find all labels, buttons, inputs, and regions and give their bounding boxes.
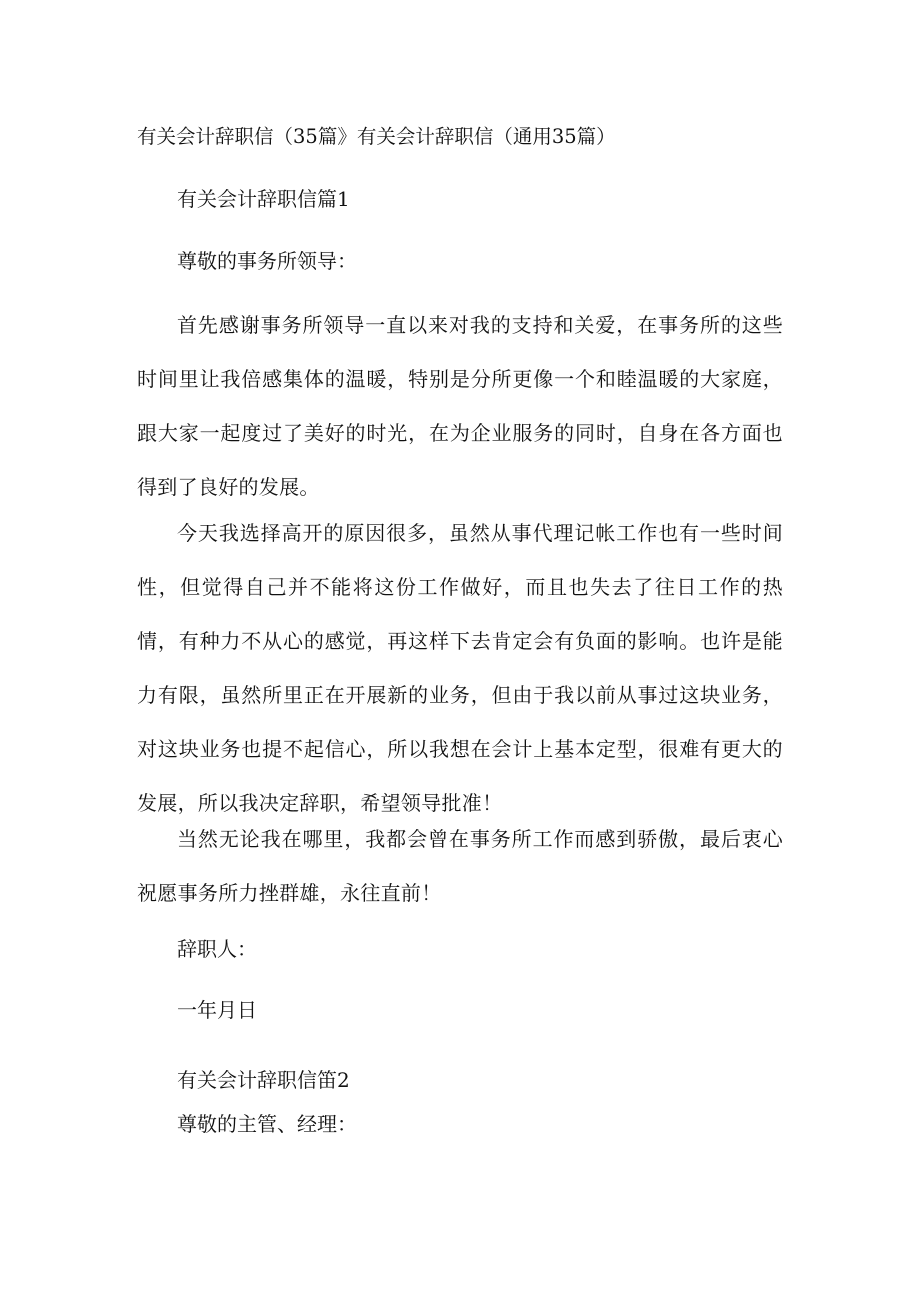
paragraph-2: 今天我选择高开的原因很多，虽然从事代理记帐工作也有一些时间性，但觉得自己并不能将这份工作做好，而且也失去了往日工作的热情，有种力不从心的感觉，再这样下去肯定会有负面的影响。也许是能力有限，虽然所里正在开展新的业务，但由于我以前从事过这块业务，对这块业务也提不起信心，所以我想在会计上基本定型，很难有更大的发展，所以我决定辞职，希望领导批准！ [137,521,783,815]
salutation-2: 尊敬的主管、经理： [177,1112,357,1136]
section1-heading: 有关会计辞职信篇1 [177,187,350,211]
paragraph-3: 当然无论我在哪里，我都会曾在事务所工作而感到骄傲，最后衷心祝愿事务所力挫群雄，永往直前！ [137,827,783,905]
signature-label: 辞职人： [177,937,257,961]
date-line: 一年月日 [177,998,257,1022]
document-title: 有关会计辞职信（35篇》有关会计辞职信（通用35篇） [137,125,616,148]
salutation-1: 尊敬的事务所领导： [177,249,357,273]
paragraph-1: 首先感谢事务所领导一直以来对我的支持和关爱，在事务所的这些时间里让我倍感集体的温暖，特别是分所更像一个和睦温暖的大家庭，跟大家一起度过了美好的时光，在为企业服务的同时，自身在各方面也得到了良好的发展。 [137,313,783,499]
section2-heading: 有关会计辞职信笛2 [177,1068,350,1092]
